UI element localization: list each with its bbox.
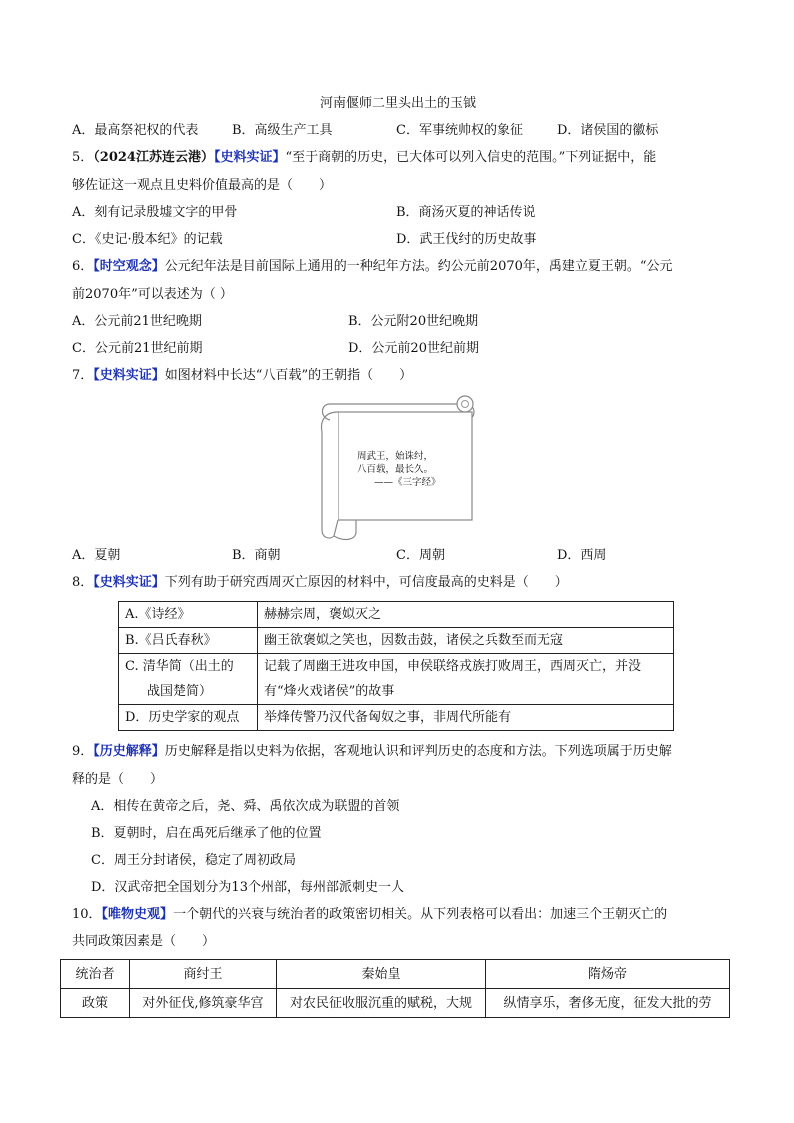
q8-line1 [72, 576, 568, 589]
q9-tag: 【历史解释】 [93, 744, 165, 759]
table-row [61, 989, 730, 1018]
q5-option-b: B．商汤灭夏的神话传说 [396, 205, 536, 220]
q4-option-a: A．最高祭祀权的代表 [72, 123, 199, 138]
q8-cell-b-text: 幽王欲褒姒之笑也，因数击鼓，诸侯之兵数至而无寇 [258, 628, 674, 654]
scroll-line-3: ——《三字经》 [374, 477, 441, 488]
q10-text-1: 一个朝代的兴衰与统治者的政策密切相关。从下列表格可以看出：加速三个王朝灭亡的 [173, 907, 668, 922]
q8-cell-b-label: B.《吕氏春秋》 [119, 628, 258, 654]
q7-option-c: C．周朝 [396, 548, 445, 563]
q9-option-d: D．汉武帝把全国划分为13个州部，每州部派刺史一人 [91, 880, 404, 895]
q5-option-a: A．刻有记录殷墟文字的甲骨 [72, 205, 238, 220]
scroll-line-1: 周武王，始诛纣， [357, 451, 434, 462]
table-row [119, 602, 674, 628]
q9-text-1: 历史解释是指以史料为依据，客观地认识和评判历史的态度和方法。下列选项属于历史解 [164, 744, 672, 759]
q8-number: 8． [72, 575, 94, 590]
q10-line1 [72, 908, 667, 921]
q9-option-b: B．夏朝时，启在禹死后继承了他的位置 [91, 826, 322, 841]
q6-tag: 【时空观念】 [93, 259, 165, 274]
q10-header-ruler: 统治者 [61, 960, 130, 989]
image-caption: 河南偃师二里头出土的玉钺 [320, 96, 477, 111]
q10-header-shang: 商纣王 [130, 960, 277, 989]
q9-option-a: A．相传在黄帝之后，尧、舜、禹依次成为联盟的首领 [91, 799, 400, 814]
q10-row-label: 政策 [61, 989, 130, 1018]
q10-cell-sui: 纵情享乐，奢侈无度，征发大批的劳 [486, 989, 730, 1018]
q7-text: 如图材料中长达“八百载”的王朝指（ ） [164, 368, 413, 383]
q6-option-c: C．公元前21世纪前期 [72, 341, 203, 356]
q10-number: 10． [72, 907, 102, 922]
q10-line2: 共同政策因素是（ ） [72, 934, 216, 949]
q10-header-sui: 隋炀帝 [486, 960, 730, 989]
q5-text-1: “至于商朝的历史，已大体可以列入信史的范围。”下列证据中，能 [285, 150, 657, 165]
q4-option-d: D．诸侯国的徽标 [557, 123, 659, 138]
q5-tag: 【史料实证】 [213, 150, 286, 165]
table-row [61, 960, 730, 989]
q5-number: 5． [72, 150, 94, 165]
q6-number: 6． [72, 259, 94, 274]
q8-cell-a-label: A.《诗经》 [119, 602, 258, 628]
q7-number: 7． [72, 368, 94, 383]
q4-option-c: C．军事统帅权的象征 [396, 123, 523, 138]
q6-option-b: B．公元附20世纪晚期 [348, 314, 479, 329]
q8-cell-c-text-1: 记载了周幽王进攻申国，申侯联络戎族打败周王，西周灭亡，并没 [264, 659, 642, 674]
q7-option-b: B．商朝 [232, 548, 281, 563]
q8-cell-c-label [119, 654, 258, 705]
q9-line2: 释的是（ ） [72, 772, 164, 787]
q5-line2: 够佐证这一观点且史料价值最高的是（ ） [72, 178, 333, 193]
q9-line1 [72, 745, 672, 758]
q5-line1 [72, 151, 656, 164]
q8-tag: 【史料实证】 [93, 575, 165, 590]
q6-line2: 前2070年”可以表述为（ ） [72, 287, 233, 302]
q8-cell-c-text [258, 654, 674, 705]
q9-option-c: C．周王分封诸侯，稳定了周初政局 [91, 853, 296, 868]
q7-option-d: D．西周 [557, 548, 607, 563]
table-row [119, 654, 674, 705]
q8-cell-d-text: 举烽传警乃汉代备匈奴之事，非周代所能有 [258, 705, 674, 731]
q8-cell-a-text: 赫赫宗周，褒姒灭之 [258, 602, 674, 628]
q10-cell-shang: 对外征伐,修筑豪华宫 [130, 989, 277, 1018]
table-row [119, 705, 674, 731]
q6-option-a: A．公元前21世纪晚期 [72, 314, 202, 329]
table-row [119, 628, 674, 654]
q4-option-b: B．高级生产工具 [232, 123, 333, 138]
q5-source: （2024江苏连云港） [93, 150, 214, 165]
q5-option-d: D．武王伐纣的历史故事 [396, 232, 537, 247]
q9-number: 9． [72, 744, 94, 759]
q7-tag: 【史料实证】 [93, 368, 165, 383]
q8-cell-c-label-1: C. 清华简（出土的 [125, 659, 234, 674]
q7-line1 [72, 369, 412, 382]
q5-option-c: C．《史记·殷本纪》的记载 [72, 232, 223, 247]
q8-text: 下列有助于研究西周灭亡原因的材料中，可信度最高的史料是（ ） [164, 575, 568, 590]
q8-cell-d-label: D．历史学家的观点 [119, 705, 258, 731]
q6-line1 [72, 260, 673, 273]
q6-text-1: 公元纪年法是目前国际上通用的一种纪年方法。约公元前2070年，禹建立夏王朝。“公元 [164, 259, 673, 274]
q7-option-a: A．夏朝 [72, 548, 121, 563]
q10-table [60, 959, 730, 1018]
q8-table [118, 601, 674, 731]
scroll-line-2: 八百载，最长久。 [357, 464, 434, 475]
q10-header-qin: 秦始皇 [277, 960, 486, 989]
q8-cell-c-text-2: 有“烽火戏诸侯”的故事 [264, 684, 395, 699]
q8-cell-c-label-2: 战国楚简） [147, 684, 213, 699]
q6-option-d: D．公元前20世纪前期 [348, 341, 479, 356]
scroll-left-curl [322, 412, 338, 538]
q10-cell-qin: 对农民征收服沉重的赋税，大规 [277, 989, 486, 1018]
q10-tag: 【唯物史观】 [101, 907, 174, 922]
